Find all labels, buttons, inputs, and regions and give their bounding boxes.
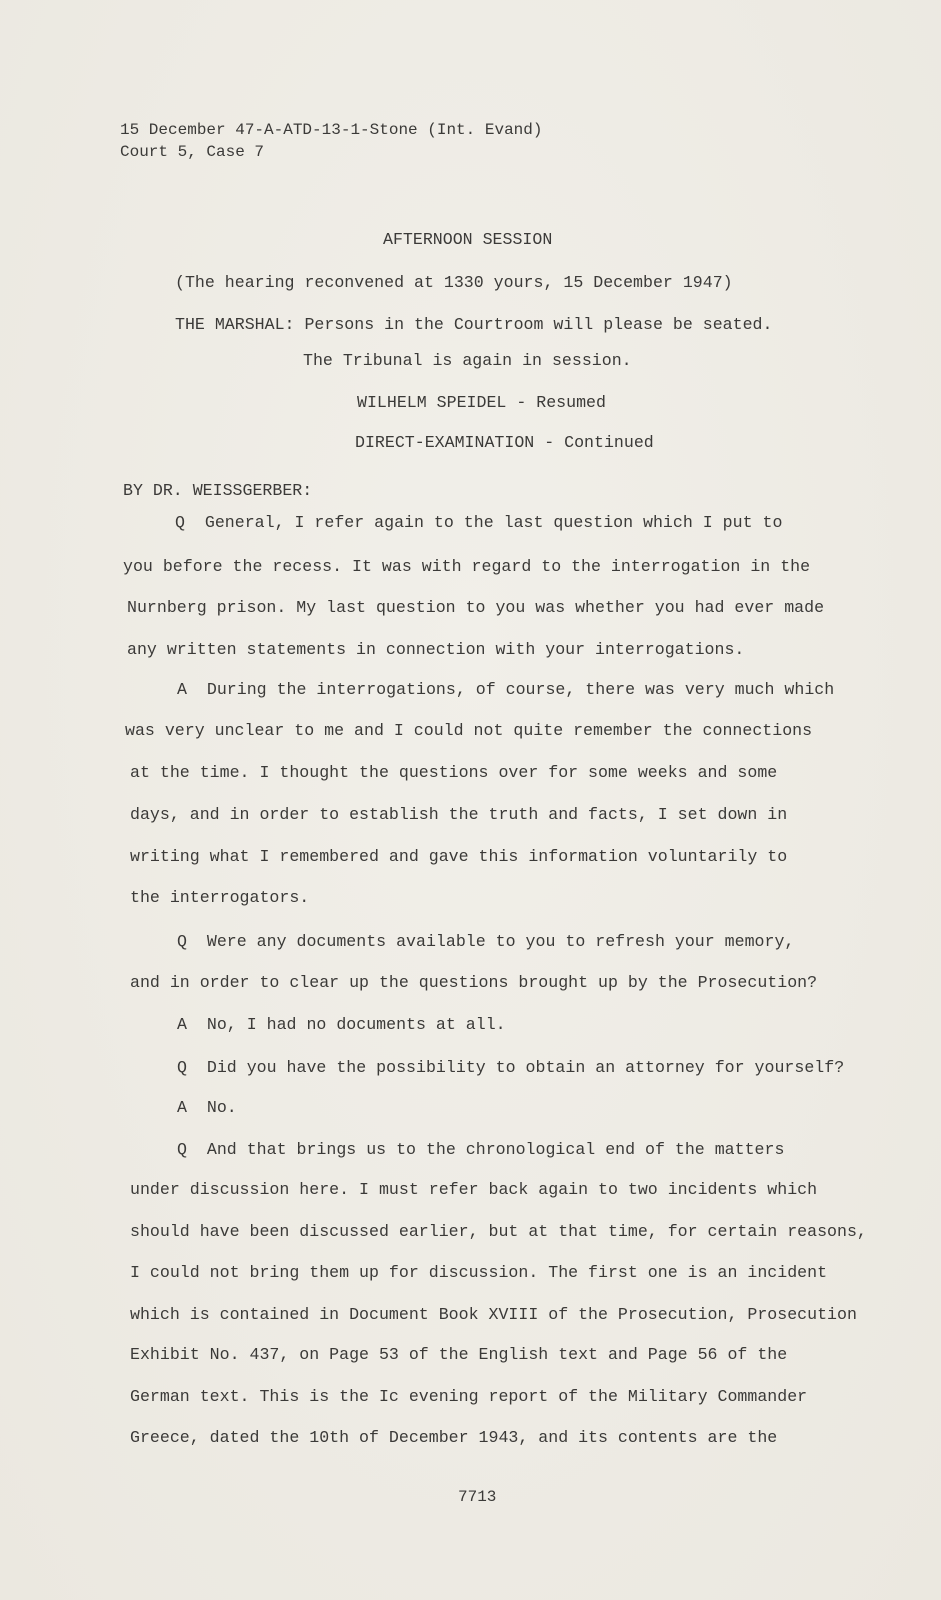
body-line: was very unclear to me and I could not quite remember the connections	[125, 721, 813, 740]
body-line: A No, I had no documents at all.	[177, 1015, 506, 1034]
body-line: Exhibit No. 437, on Page 53 of the English text and Page 56 of the	[130, 1345, 788, 1364]
body-line: under discussion here. I must refer back again to two incidents which	[130, 1180, 818, 1199]
body-line: which is contained in Document Book XVIII of the Prosecution, Prosecution	[130, 1305, 857, 1324]
body-line: Nurnberg prison. My last question to you was whether you had ever made	[127, 598, 825, 617]
body-line: Greece, dated the 10th of December 1943, and its contents are the	[130, 1428, 778, 1447]
body-line: A No.	[177, 1098, 237, 1117]
body-line: A During the interrogations, of course, there was very much which	[177, 680, 835, 699]
body-line: Q And that brings us to the chronological end of the matters	[177, 1140, 785, 1159]
header-line-1: 15 December 47-A-ATD-13-1-Stone (Int. Evand)	[120, 121, 543, 139]
body-line: I could not bring them up for discussion. The first one is an incident	[130, 1263, 828, 1282]
body-line: you before the recess. It was with regard to the interrogation in the	[123, 557, 811, 576]
body-line: should have been discussed earlier, but at that time, for certain reasons,	[130, 1222, 867, 1241]
session-title: AFTERNOON SESSION	[383, 230, 553, 249]
body-line: Q Were any documents available to you to refresh your memory,	[177, 932, 795, 951]
witness-heading: WILHELM SPEIDEL - Resumed	[357, 393, 606, 412]
tribunal-statement: The Tribunal is again in session.	[303, 351, 632, 370]
body-line: days, and in order to establish the truth and facts, I set down in	[130, 805, 788, 824]
body-line: at the time. I thought the questions over for some weeks and some	[130, 763, 778, 782]
reconvene-note: (The hearing reconvened at 1330 yours, 15 December 1947)	[175, 273, 733, 292]
body-line: the interrogators.	[130, 888, 310, 907]
body-line: any written statements in connection with your interrogations.	[127, 640, 745, 659]
examiner-line: BY DR. WEISSGERBER:	[123, 481, 313, 500]
marshal-statement: THE MARSHAL: Persons in the Courtroom will please be seated.	[175, 315, 773, 334]
body-line: German text. This is the Ic evening report of the Military Commander	[130, 1387, 808, 1406]
body-line: writing what I remembered and gave this information voluntarily to	[130, 847, 788, 866]
examination-heading: DIRECT-EXAMINATION - Continued	[355, 433, 654, 452]
body-line: Q Did you have the possibility to obtain an attorney for yourself?	[177, 1058, 845, 1077]
body-line: and in order to clear up the questions brought up by the Prosecution?	[130, 973, 818, 992]
header-line-2: Court 5, Case 7	[120, 143, 265, 161]
page-number: 7713	[458, 1488, 497, 1506]
body-line: Q General, I refer again to the last question which I put to	[175, 513, 783, 532]
